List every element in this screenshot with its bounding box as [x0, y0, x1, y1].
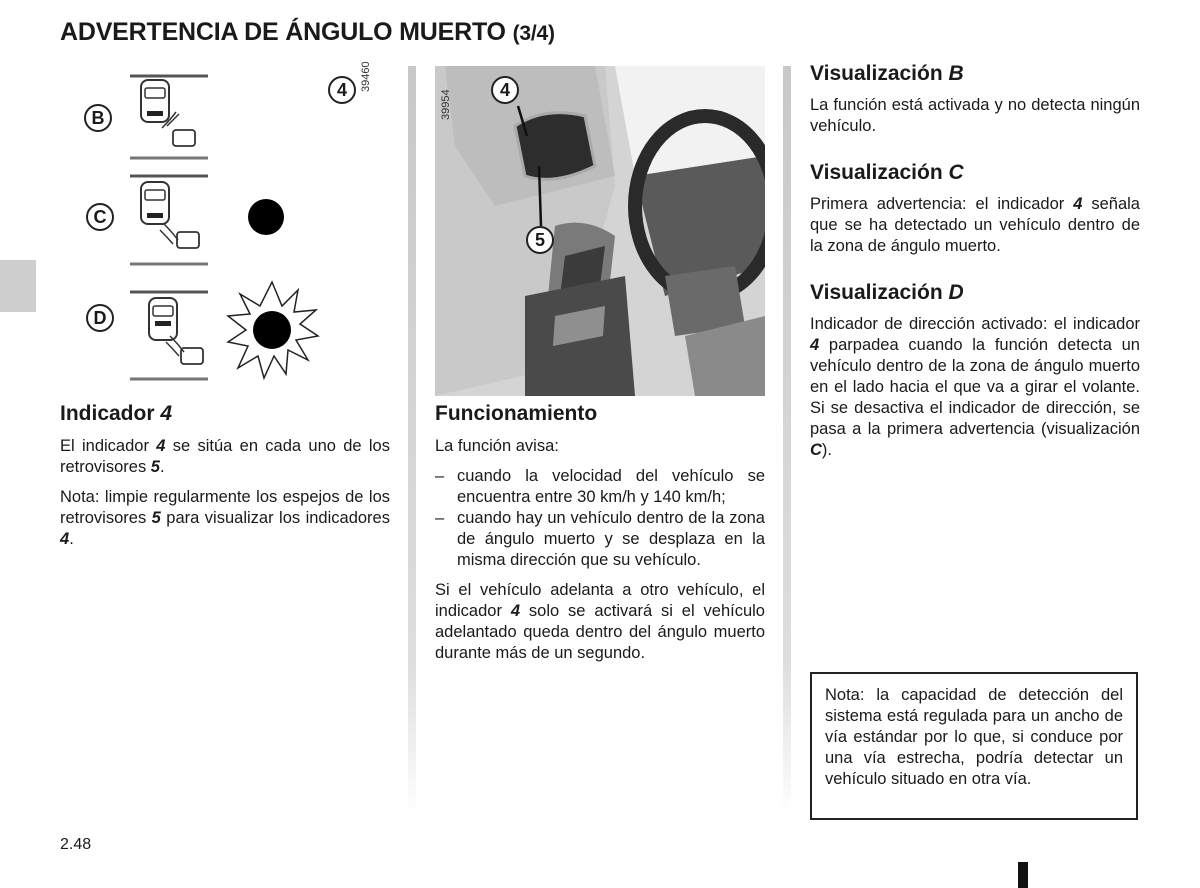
- column-3: [810, 62, 1140, 470]
- visualizacion-d-heading: Visualización D: [810, 281, 964, 304]
- page-title-suffix: (3/4): [512, 22, 555, 45]
- section-tab: [0, 260, 36, 312]
- label-c: C: [86, 203, 114, 231]
- visualizacion-c-heading: Visualización C: [810, 161, 964, 184]
- callout-4-photo: 4: [491, 76, 519, 104]
- indicator-heading: Indicador 4: [60, 402, 173, 425]
- car-icon: [149, 298, 177, 340]
- page-number: 2.48: [60, 836, 92, 853]
- funcionamiento-list: [435, 466, 765, 571]
- note-box: Nota: la capacidad de detección del sistema está regulada para un ancho de vía estándar por lo que, si conduce por una vía estrecha, podría detectar un vehículo situado en otra vía.: [810, 672, 1138, 820]
- visualizacion-b-heading: Visualización B: [810, 62, 964, 85]
- indicator-paragraph-1: El indicador 4 se sitúa en cada uno de los retrovisores 5.: [60, 437, 390, 476]
- page-title: [60, 18, 555, 47]
- photo-ref-code: 39954: [440, 89, 452, 120]
- callout-5-photo: 5: [526, 226, 554, 254]
- indicator-paragraph-2: Nota: limpie regularmente los espejos de los retrovisores 5 para visualizar los indicadores 4.: [60, 488, 390, 548]
- car-interior-photo: [435, 66, 765, 396]
- column-divider: [408, 66, 416, 816]
- funcionamiento-heading: Funcionamiento: [435, 402, 598, 425]
- indicator-flashing-icon: [228, 282, 318, 378]
- page-marker: [1018, 862, 1028, 888]
- column-divider: [783, 66, 791, 816]
- funcionamiento-paragraph: Si el vehículo adelanta a otro vehículo, el indicador 4 solo se activará si el vehículo adelantado queda dentro del ángulo muerto durante más de un segundo.: [435, 581, 765, 662]
- visualizacion-b-text: La función está activada y no detecta ningún vehículo.: [810, 96, 1140, 135]
- figure-ref-code: 39460: [360, 61, 372, 92]
- other-car-icon: [160, 224, 199, 248]
- label-d: D: [86, 304, 114, 332]
- funcionamiento-intro: La función avisa:: [435, 437, 559, 455]
- car-icon: [141, 182, 169, 224]
- car-icon: [141, 80, 169, 122]
- column-1: [60, 402, 390, 559]
- mirror-icon: [515, 113, 595, 180]
- column-2: [435, 402, 765, 673]
- callout-4: 4: [328, 76, 356, 104]
- list-item: – cuando la velocidad del vehículo se encuentra entre 30 km/h y 140 km/h;: [435, 466, 765, 508]
- visualizacion-d-text: Indicador de dirección activado: el indicador 4 parpadea cuando la función detecta un vehículo dentro de la zona de ángulo muerto en el lado hacia el que va a girar el volante. Si se desactiva el indicador de dirección, se pasa a la primera advertencia (visualización C).: [810, 315, 1140, 459]
- indicator-on-icon: [248, 199, 284, 235]
- list-item: – cuando hay un vehículo dentro de la zona de ángulo muerto y se desplaza en la misma dirección que su vehículo.: [435, 508, 765, 571]
- page-title-text: ADVERTENCIA DE ÁNGULO MUERTO: [60, 18, 506, 46]
- label-b: B: [84, 104, 112, 132]
- visualizacion-c-text: Primera advertencia: el indicador 4 señala que se ha detectado un vehículo dentro de la zona de ángulo muerto.: [810, 195, 1140, 255]
